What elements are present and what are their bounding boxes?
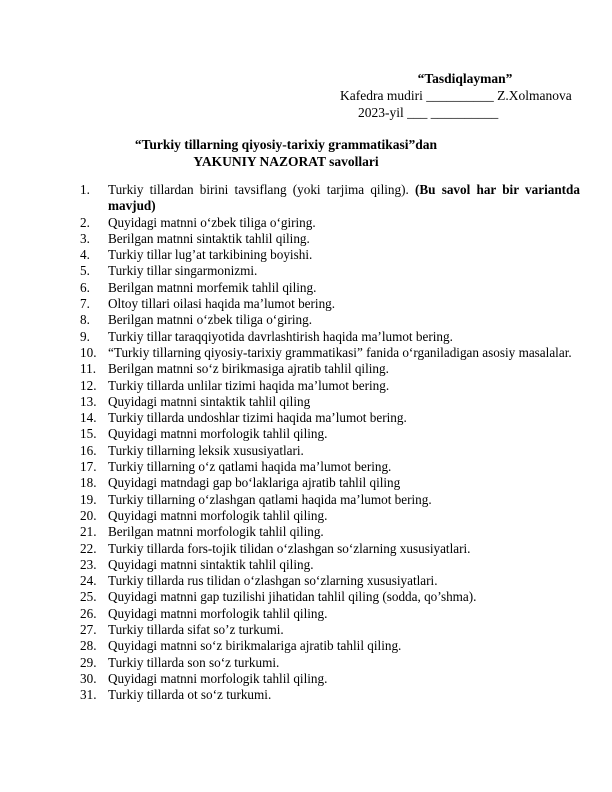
question-text: Quyidagi matnni so‘z birikmalariga ajratib tahlil qiling. [108, 638, 402, 654]
question-number: 17. [80, 459, 97, 475]
question-item [80, 329, 580, 345]
question-number: 31. [80, 687, 97, 703]
question-text: Berilgan matnni sintaktik tahlil qiling. [108, 230, 310, 246]
question-number: 7. [80, 296, 90, 312]
question-item [80, 247, 580, 263]
question-number: 25. [80, 589, 97, 605]
question-text: Quyidagi matnni gap tuzilishi jihatidan tahlil qiling (sodda, qo’shma). [108, 589, 477, 605]
question-item [80, 655, 580, 671]
question-number: 20. [80, 507, 97, 523]
question-number: 28. [80, 638, 97, 654]
document-heading [0, 136, 612, 170]
question-number: 18. [80, 475, 97, 491]
question-item [80, 524, 580, 540]
question-text: Turkiy tillarning leksik xususiyatlari. [108, 442, 304, 458]
question-text: Quyidagi matnni sintaktik tahlil qiling [108, 393, 311, 409]
question-text: Berilgan matnni morfemik tahlil qiling. [108, 279, 317, 295]
question-item [80, 622, 580, 638]
question-text: Turkiy tillarda ot so‘z turkumi. [108, 687, 272, 703]
question-number: 13. [80, 393, 97, 409]
question-text: Oltoy tillari oilasi haqida ma’lumot bering. [108, 296, 336, 312]
question-number: 12. [80, 377, 97, 393]
question-number: 9. [80, 328, 90, 344]
question-text: Turkiy tillarda rus tilidan o‘zlashgan so‘zlarning xususiyatlari. [108, 573, 438, 589]
question-item [80, 638, 580, 654]
question-item [80, 443, 580, 459]
question-text: Turkiy tillarning o‘z qatlami haqida ma’lumot bering. [108, 459, 392, 475]
question-text: Quyidagi matnni morfologik tahlil qiling. [108, 605, 328, 621]
question-item [80, 557, 580, 573]
question-number: 4. [80, 247, 90, 263]
question-number: 1. [80, 182, 90, 197]
question-item [80, 671, 580, 687]
approval-title: “Tasdiqlayman” [417, 71, 513, 86]
question-item [80, 345, 580, 361]
question-number: 21. [80, 524, 97, 540]
question-text: Berilgan matnni o‘zbek tiliga o‘giring. [108, 312, 312, 328]
question-item [80, 410, 580, 426]
question-item [80, 215, 580, 231]
approval-head-of-department: Kafedra mudiri __________ Z.Xolmanova [340, 88, 572, 103]
question-text: Berilgan matnni so‘z birikmasiga ajratib tahlil qiling. [108, 361, 389, 377]
question-number: 6. [80, 279, 90, 295]
question-text: Turkiy tillarda undoshlar tizimi haqida ma’lumot bering. [108, 410, 407, 426]
question-number: 8. [80, 312, 90, 328]
question-text: Quyidagi matnni morfologik tahlil qiling. [108, 507, 328, 523]
question-item [80, 687, 580, 703]
question-item [80, 394, 580, 410]
question-number: 23. [80, 556, 97, 572]
question-number: 2. [80, 214, 90, 230]
question-item [80, 573, 580, 589]
question-number: 16. [80, 442, 97, 458]
question-number: 30. [80, 670, 97, 686]
question-item [80, 296, 580, 312]
question-number: 22. [80, 540, 97, 556]
question-note: (Bu savol har bir variantda mavjud) [108, 182, 580, 214]
question-text: Quyidagi matnni sintaktik tahlil qiling. [108, 556, 314, 572]
question-text: Turkiy tillarda son so‘z turkumi. [108, 654, 280, 670]
question-number: 24. [80, 573, 97, 589]
question-number: 15. [80, 426, 97, 442]
question-number: 26. [80, 605, 97, 621]
question-text: Quyidagi matnni o‘zbek tiliga o‘giring. [108, 214, 316, 230]
question-item [80, 280, 580, 296]
document-title: “Turkiy tillarning qiyosiy-tarixiy grammatikasi”dan [134, 137, 438, 152]
approval-block [340, 70, 590, 121]
question-number: 5. [80, 263, 90, 279]
question-text: Turkiy tillarning o‘zlashgan qatlami haqida ma’lumot bering. [108, 491, 432, 507]
question-item [80, 541, 580, 557]
question-text: Turkiy tillar taraqqiyotida davrlashtirish haqida ma’lumot bering. [108, 328, 453, 344]
question-item [80, 606, 580, 622]
question-item [80, 589, 580, 605]
question-item [80, 263, 580, 279]
question-text: Berilgan matnni morfologik tahlil qiling. [108, 524, 324, 540]
question-item [80, 459, 580, 475]
question-text: “Turkiy tillarning qiyosiy-tarixiy grammatikasi” fanida o‘rganiladigan asosiy masalalar. [108, 344, 572, 360]
question-item [80, 475, 580, 491]
question-text: Turkiy tillardan birini tavsiflang (yoki tarjima qiling). [108, 182, 415, 197]
question-list [80, 182, 580, 704]
question-text: Turkiy tillarda fors-tojik tilidan o‘zlashgan so‘zlarning xususiyatlari. [108, 540, 471, 556]
question-item [80, 231, 580, 247]
question-number: 10. [80, 344, 97, 360]
question-item [80, 361, 580, 377]
approval-date: 2023-yil ___ __________ [358, 105, 499, 120]
question-text: Turkiy tillar lug’at tarkibining boyishi. [108, 247, 313, 263]
question-item [80, 312, 580, 328]
question-item [80, 182, 580, 215]
question-text: Turkiy tillar singarmonizmi. [108, 263, 258, 279]
question-number: 14. [80, 410, 97, 426]
question-item [80, 508, 580, 524]
question-item [80, 492, 580, 508]
question-number: 11. [80, 361, 96, 377]
question-number: 29. [80, 654, 97, 670]
question-text: Quyidagi matnni morfologik tahlil qiling. [108, 670, 328, 686]
question-text: Turkiy tillarda unlilar tizimi haqida ma’lumot bering. [108, 377, 390, 393]
document-subtitle: YAKUNIY NAZORAT savollari [193, 154, 379, 169]
question-text: Quyidagi matndagi gap bo‘laklariga ajratib tahlil qiling [108, 475, 401, 491]
question-text: Turkiy tillarda sifat so’z turkumi. [108, 622, 284, 638]
question-number: 27. [80, 622, 97, 638]
question-item [80, 378, 580, 394]
question-number: 3. [80, 230, 90, 246]
question-text: Quyidagi matnni morfologik tahlil qiling. [108, 426, 328, 442]
question-number: 19. [80, 491, 97, 507]
question-item [80, 426, 580, 442]
